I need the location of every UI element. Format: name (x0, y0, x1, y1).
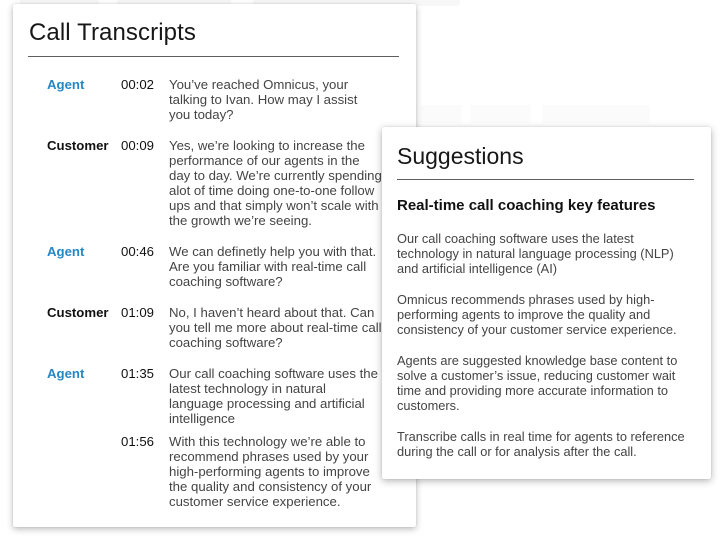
speaker-label: Agent (47, 366, 85, 381)
call-transcripts-title: Call Transcripts (29, 19, 196, 46)
faded-background-text (420, 105, 650, 123)
transcript-message: No, I haven’t heard about that. Can you tell me more about real-time call coaching software? (169, 305, 382, 350)
suggestions-divider (397, 179, 694, 180)
call-transcript-list (13, 4, 416, 527)
timestamp: 00:46 (121, 244, 155, 259)
transcript-message: Yes, we’re looking to increase the performance of our agents in the day to day. We’re currently spending alot of time doing one-to-one follow ups and that simply won’t scale with the growth we’re seeing. (169, 138, 382, 228)
transcript-message: You’ve reached Omnicus, your talking to Ivan. How may I assist you today? (169, 77, 358, 122)
transcript-message: Our call coaching software uses the latest technology in natural language processing and artificial intelligence (169, 366, 378, 426)
speaker-label: Agent (47, 77, 85, 92)
transcript-message: With this technology we’re able to recommend phrases used by your high-performing agents to improve the quality and consistency of your customer service experience. (169, 434, 372, 509)
transcript-message: We can definetly help you with that. Are you familiar with real-time call coaching software? (169, 244, 377, 289)
key-features-heading: Real-time call coaching key features (397, 197, 656, 214)
speaker-label: Customer (47, 305, 109, 320)
timestamp: 01:09 (121, 305, 155, 320)
feature-paragraph: Our call coaching software uses the latest technology in natural language processing (NLP) and artificial intelligence (AI) (397, 231, 674, 276)
feature-paragraph: Omnicus recommends phrases used by high-performing agents to improve the quality and consistency of your customer service experience. (397, 292, 677, 337)
timestamp: 01:56 (121, 434, 155, 449)
suggestions-card (382, 127, 711, 479)
suggestions-title: Suggestions (397, 143, 524, 169)
speaker-label: Customer (47, 138, 109, 153)
timestamp: 00:02 (121, 77, 155, 92)
feature-paragraph: Transcribe calls in real time for agents to reference during the call or for analysis after the call. (397, 429, 685, 459)
call-transcripts-card (13, 4, 416, 527)
feature-paragraph: Agents are suggested knowledge base content to solve a customer’s issue, reducing customer wait time and providing more accurate information to customers. (397, 353, 678, 413)
speaker-label: Agent (47, 244, 85, 259)
timestamp: 00:09 (121, 138, 155, 153)
timestamp: 01:35 (121, 366, 155, 381)
